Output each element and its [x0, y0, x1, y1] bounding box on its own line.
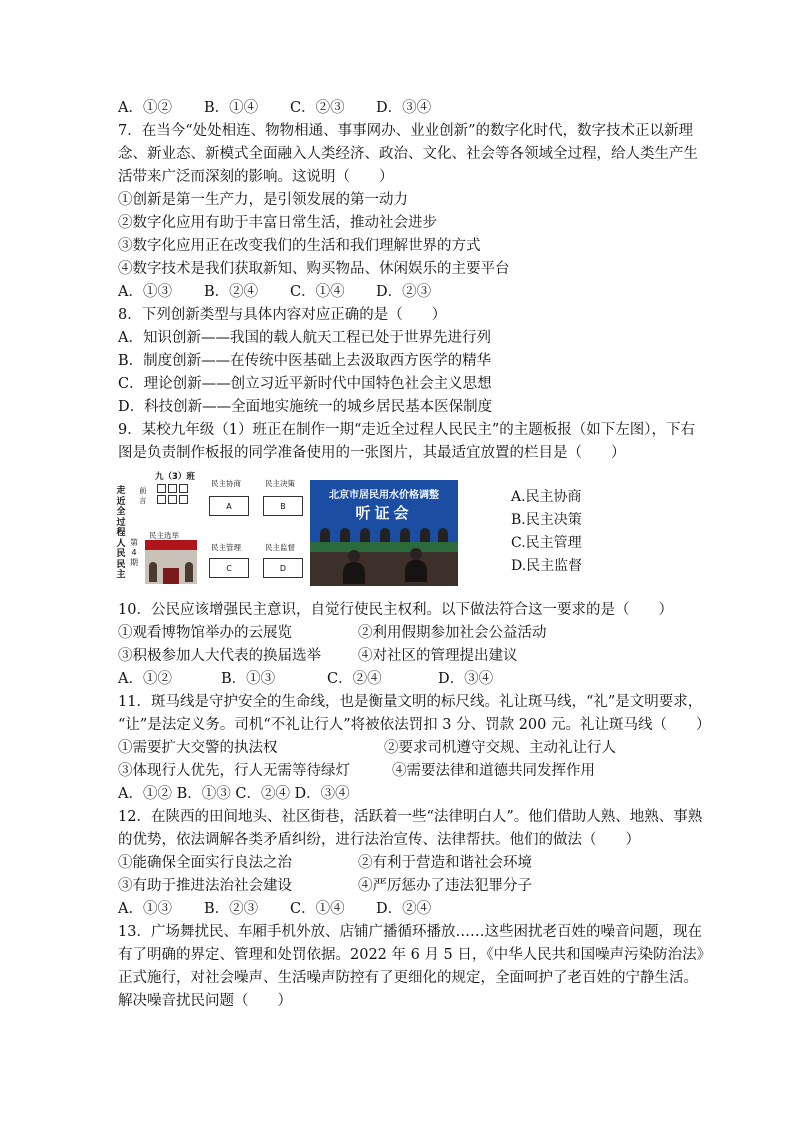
q9-figure	[115, 468, 675, 586]
section-box-c: C	[209, 558, 249, 578]
q7-option-c: C．①④	[290, 284, 345, 300]
q11-stem-line-1: 11．斑马线是守护安全的生命线，也是衡量文明的标尺线。礼让斑马线，“礼”是文明要求，	[118, 694, 703, 710]
board-title-char: 近	[116, 496, 126, 507]
q7-option-a: A．①③	[118, 284, 172, 300]
election-photo-label: 民主选举	[149, 531, 179, 540]
q7-stem-line-1: 7．在当今“处处相连、物物相通、事事网办、业业创新”的数字化时代，数字技术正以新理	[118, 123, 694, 139]
q12-option-c: C．①④	[290, 901, 345, 917]
section-box-a: A	[209, 496, 249, 516]
section-box-b: B	[263, 496, 303, 516]
preface-char: 言	[139, 496, 147, 505]
hearing-banner-line-1: 北京市居民用水价格调整	[329, 490, 439, 501]
q10-options	[118, 669, 493, 689]
board-title-char: 程	[116, 528, 126, 538]
q9-option-c: C.民主管理	[511, 535, 582, 551]
section-label-management: 民主管理	[211, 543, 241, 552]
q12-item-1: ①能确保全面实行良法之治	[118, 855, 292, 871]
q8-option-c: C．理论创新——创立习近平新时代中国特色社会主义思想	[118, 376, 492, 392]
q6-option-a: A．①②	[118, 100, 172, 116]
board-title-char: 民	[116, 549, 126, 559]
q12-items-row-2	[118, 876, 678, 896]
board-issue-number	[129, 538, 139, 568]
q10-item-1: ①观看博物馆举办的云展览	[118, 625, 292, 641]
q11-item-4: ④需要法律和道德共同发挥作用	[392, 763, 595, 779]
q12-option-d: D．②④	[376, 901, 432, 917]
q9-option-d: D.民主监督	[511, 558, 583, 574]
board-title-char: 人	[116, 538, 126, 549]
q12-items-row-1	[118, 853, 678, 873]
q10-option-a: A．①②	[118, 671, 172, 687]
q12-stem-line-1: 12．在陕西的田间地头、社区街巷，活跃着一些“法律明白人”。他们借助人熟、地熟、事熟	[118, 809, 703, 825]
q6-option-c: C．②③	[290, 100, 345, 116]
issue-char: 第	[130, 538, 138, 547]
board-title-char: 过	[116, 517, 126, 528]
q6-options	[118, 98, 431, 118]
board-title-char: 民	[116, 559, 126, 570]
election-photo	[145, 540, 197, 584]
q12-option-a: A．①③	[118, 901, 172, 917]
q8-option-a: A．知识创新——我国的载人航天工程已处于世界先进行列	[118, 330, 491, 346]
q10-option-c: C．②④	[327, 671, 382, 687]
q7-option-b: B．②④	[204, 284, 259, 300]
q7-stem-line-2: 念、新业态、新模式全面融入人类经济、政治、文化、社会等各领域全过程，给人类生产生	[118, 146, 698, 162]
q6-option-d: D．③④	[376, 100, 432, 116]
q9-option-b: B.民主决策	[511, 512, 582, 528]
q7-stem-line-3: 活带来广泛而深刻的影响。这说明（ ）	[118, 169, 394, 185]
blackboard-layout-diagram	[115, 468, 305, 584]
q11-items-row-1	[118, 738, 678, 758]
q10-stem: 10．公民应该增强民主意识，自觉行使民主权利。以下做法符合这一要求的是（ ）	[118, 602, 673, 618]
q7-options	[118, 282, 431, 302]
q10-item-4: ④对社区的管理提出建议	[358, 648, 518, 664]
q9-option-a: A.民主协商	[511, 489, 582, 505]
board-title-char: 全	[116, 507, 126, 517]
q11-item-3: ③体现行人优先，行人无需等待绿灯	[118, 763, 350, 779]
board-class-name: 九（3）班	[155, 472, 195, 482]
section-box-d: D	[263, 558, 303, 578]
q13-stem-line-4: 解决噪音扰民问题（ ）	[118, 993, 292, 1009]
q11-options: A．①② B．①③ C．②④ D．③④	[118, 786, 350, 802]
q7-item-3: ③数字化应用正在改变我们的生活和我们理解世界的方式	[118, 238, 481, 254]
q13-stem-line-3: 正式施行，对社会噪声、生活噪声防控有了更细化的规定，全面呵护了老百姓的宁静生活。	[118, 970, 698, 986]
q12-option-b: B．②③	[204, 901, 259, 917]
q11-item-2: ②要求司机遵守交规、主动礼让行人	[384, 740, 616, 756]
q12-stem-line-2: 的优势，依法调解各类矛盾纠纷，进行法治宣传、法律帮扶。他们的做法（ ）	[118, 832, 640, 848]
board-preface-grid	[157, 484, 193, 512]
section-label-consultation: 民主协商	[211, 479, 241, 488]
q10-items-row-2	[118, 646, 678, 666]
q7-item-2: ②数字化应用有助于丰富日常生活，推动社会进步	[118, 215, 437, 231]
board-vertical-title	[115, 486, 127, 581]
board-preface-label	[139, 486, 149, 506]
hearing-photo	[310, 480, 458, 586]
q12-item-2: ②有利于营造和谐社会环境	[358, 855, 532, 871]
q7-option-d: D．②③	[376, 284, 432, 300]
q12-item-4: ④严厉惩办了违法犯罪分子	[358, 878, 532, 894]
q11-stem-line-2: “让”是法定义务。司机“不礼让行人”将被依法罚扣 3 分、罚款 200 元。礼让斑马线（ ）	[118, 717, 711, 733]
q10-item-2: ②利用假期参加社会公益活动	[358, 625, 547, 641]
section-label-decision: 民主决策	[265, 479, 295, 488]
q12-item-3: ③有助于推进法治社会建设	[118, 878, 292, 894]
hearing-banner-line-2: 听证会	[355, 504, 413, 522]
q10-items-row-1	[118, 623, 678, 643]
board-title-char: 走	[116, 486, 126, 496]
q7-item-1: ①创新是第一生产力，是引领发展的第一动力	[118, 192, 408, 208]
q9-options	[511, 486, 582, 578]
q11-items-row-2	[118, 761, 678, 781]
q8-option-b: B．制度创新——在传统中医基础上去汲取西方医学的精华	[118, 353, 492, 369]
q10-item-3: ③积极参加人大代表的换届选举	[118, 648, 321, 664]
q9-stem-line-2: 图是负责制作板报的同学准备使用的一张图片，其最适宜放置的栏目是（ ）	[118, 445, 626, 461]
q7-item-4: ④数字技术是我们获取新知、购买物品、休闲娱乐的主要平台	[118, 261, 510, 277]
q9-stem-line-1: 9．某校九年级（1）班正在制作一期“走近全过程人民民主”的主题板报（如下左图），下右	[118, 422, 696, 438]
q13-stem-line-1: 13．广场舞扰民、车厢手机外放、店铺广播循环播放……这些困扰老百姓的噪音问题，现在	[118, 924, 702, 940]
q8-stem: 8．下列创新类型与具体内容对应正确的是（ ）	[118, 307, 447, 323]
q13-stem-line-2: 有了明确的界定、管理和处罚依据。2022 年 6 月 5 日，《中华人民共和国噪声污染防治法》	[118, 947, 712, 963]
board-title-char: 主	[116, 570, 126, 580]
q10-option-d: D．③④	[438, 671, 494, 687]
q12-options	[118, 899, 431, 919]
section-label-supervision: 民主监督	[265, 543, 295, 552]
issue-char: 4	[131, 548, 137, 557]
q10-option-b: B．①③	[221, 671, 276, 687]
q6-option-b: B．①④	[204, 100, 259, 116]
issue-char: 期	[130, 558, 138, 567]
q8-option-d: D．科技创新——全面地实施统一的城乡居民基本医保制度	[118, 399, 493, 415]
q11-item-1: ①需要扩大交警的执法权	[118, 740, 278, 756]
preface-char: 前	[139, 486, 147, 495]
